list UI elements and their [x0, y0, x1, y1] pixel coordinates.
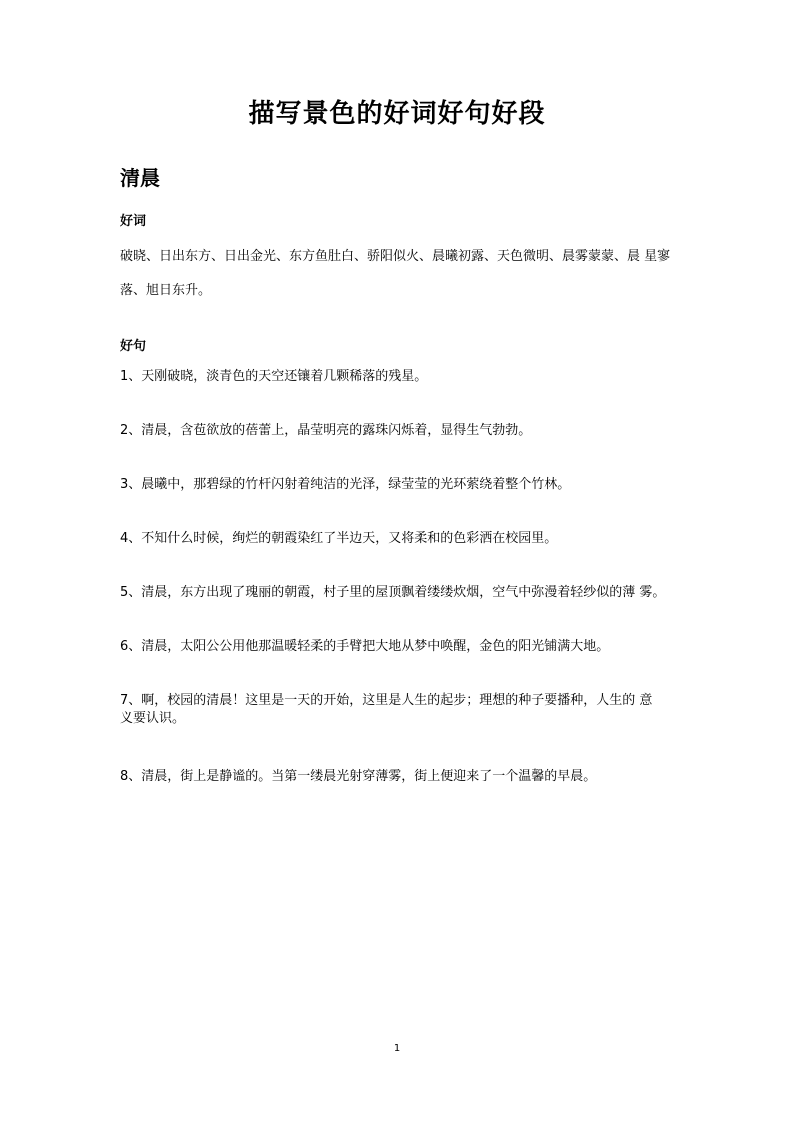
sentence-line: 义要认识。 [120, 711, 186, 726]
sentence-line: 4、不知什么时候，绚烂的朝霞染红了半边天，又将柔和的色彩洒在校园里。 [120, 531, 558, 546]
sentence-line: 3、晨曦中，那碧绿的竹杆闪射着纯洁的光泽，绿莹莹的光环萦绕着整个竹林。 [120, 477, 571, 492]
section-heading: 清晨 [120, 166, 160, 190]
sentence-item [120, 692, 680, 728]
sentence-item [120, 368, 680, 386]
document-title: 描写景色的好词好句好段 [248, 99, 546, 129]
page-number: 1 [393, 1043, 401, 1054]
sentence-line: 7、啊，校园的清晨！这里是一天的开始，这里是人生的起步；理想的种子要播种，人生的 意 [120, 693, 653, 708]
good-sentences-heading: 好句 [120, 339, 147, 354]
good-words-line: 落、旭日东升。 [120, 283, 212, 298]
sentence-item [120, 422, 680, 440]
sentence-item [120, 530, 680, 548]
sentence-line: 8、清晨，街上是静谧的。当第一缕晨光射穿薄雾，街上便迎来了一个温馨的早晨。 [120, 769, 597, 784]
good-words-list [120, 246, 680, 314]
sentence-line: 5、清晨，东方出现了瑰丽的朝霞，村子里的屋顶飘着缕缕炊烟，空气中弥漫着轻纱似的薄 雾。 [120, 585, 666, 600]
good-words-heading: 好词 [120, 214, 147, 229]
sentence-line: 6、清晨，太阳公公用他那温暖轻柔的手臂把大地从梦中唤醒，金色的阳光铺满大地。 [120, 639, 610, 654]
sentence-line: 2、清晨，含苞欲放的蓓蕾上，晶莹明亮的露珠闪烁着，显得生气勃勃。 [120, 423, 532, 438]
sentence-item [120, 638, 680, 656]
sentence-item [120, 768, 680, 786]
sentence-item [120, 584, 680, 602]
sentence-item [120, 476, 680, 494]
sentence-line: 1、天刚破晓，淡青色的天空还镶着几颗稀落的残星。 [120, 369, 428, 384]
good-words-line: 破晓、日出东方、日出金光、东方鱼肚白、骄阳似火、晨曦初露、天色微明、晨雾蒙蒙、晨 星寥 [120, 249, 671, 264]
